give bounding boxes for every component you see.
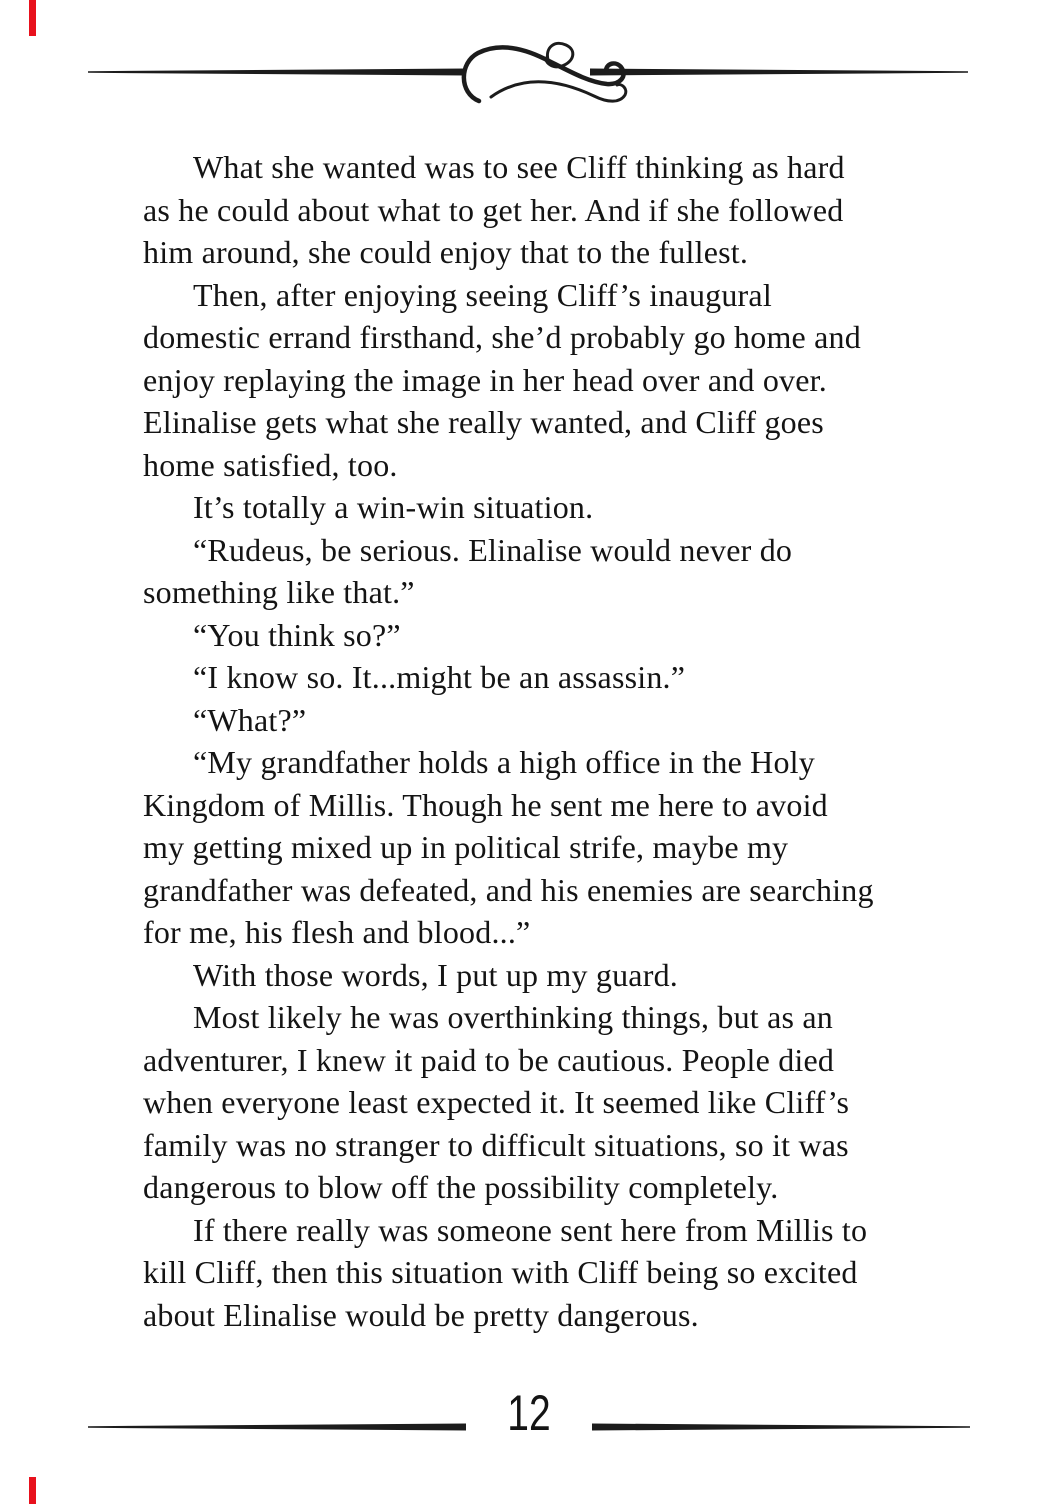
text-line: for me, his flesh and blood...” (143, 914, 531, 950)
text-line: grandfather was defeated, and his enemies are searching (143, 871, 874, 908)
header-divider (0, 0, 1056, 120)
text-line: Elinalise gets what she really wanted, and Cliff goes (143, 404, 824, 440)
paragraph (143, 741, 943, 954)
text-line: Kingdom of Millis. Though he sent me here to avoid (143, 786, 828, 823)
text-line: as he could about what to get her. And if she followed (143, 191, 844, 228)
crop-mark-bottom (29, 1477, 36, 1504)
text-line: about Elinalise would be pretty dangerous. (143, 1296, 699, 1333)
text-line: “Rudeus, be serious. Elinalise would never do (193, 531, 793, 568)
footer-rule-right (592, 1424, 970, 1431)
text-line: What she wanted was to see Cliff thinking as hard (193, 149, 845, 185)
paragraph (143, 614, 943, 657)
page-number: 12 (507, 1385, 551, 1441)
text-line: kill Cliff, then this situation with Cliff being so excited (143, 1254, 858, 1290)
text-line: something like that.” (143, 574, 415, 610)
text-line: Then, after enjoying seeing Cliff’s inaugural (193, 276, 772, 313)
paragraph (143, 274, 943, 487)
text-line: Most likely he was overthinking things, but as an (193, 999, 833, 1035)
text-line: If there really was someone sent here from Millis to (193, 1211, 868, 1248)
paragraph (143, 1209, 943, 1337)
text-line: adventurer, I knew it paid to be cautious. People died (143, 1041, 835, 1078)
text-line: home satisfied, too. (143, 446, 398, 483)
text-line: my getting mixed up in political strife, maybe my (143, 829, 789, 865)
footer-rule-left (88, 1424, 466, 1431)
text-line: “What?” (193, 701, 307, 738)
text-line: enjoy replaying the image in her head over and over. (143, 361, 827, 398)
paragraph (143, 529, 943, 614)
text-line: “My grandfather holds a high office in the Holy (193, 744, 815, 780)
paragraph (143, 996, 943, 1209)
paragraph (143, 699, 943, 742)
paragraph (143, 486, 943, 529)
text-line: him around, she could enjoy that to the fullest. (143, 234, 749, 270)
text-line: family was no stranger to difficult situations, so it was (143, 1126, 849, 1163)
paragraph (143, 146, 943, 274)
text-line: “You think so?” (193, 616, 401, 653)
text-line: With those words, I put up my guard. (193, 956, 678, 993)
text-line: “I know so. It...might be an assassin.” (193, 659, 686, 695)
header-rule-right (590, 69, 968, 76)
text-line: dangerous to blow off the possibility completely. (143, 1169, 779, 1205)
header-rule-left (88, 69, 466, 76)
text-line: It’s totally a win-win situation. (193, 489, 594, 525)
text-line: when everyone least expected it. It seemed like Cliff’s (143, 1084, 850, 1120)
body-text (143, 146, 943, 1336)
text-line: domestic errand firsthand, she’d probably go home and (143, 319, 861, 355)
paragraph (143, 954, 943, 997)
paragraph (143, 656, 943, 699)
